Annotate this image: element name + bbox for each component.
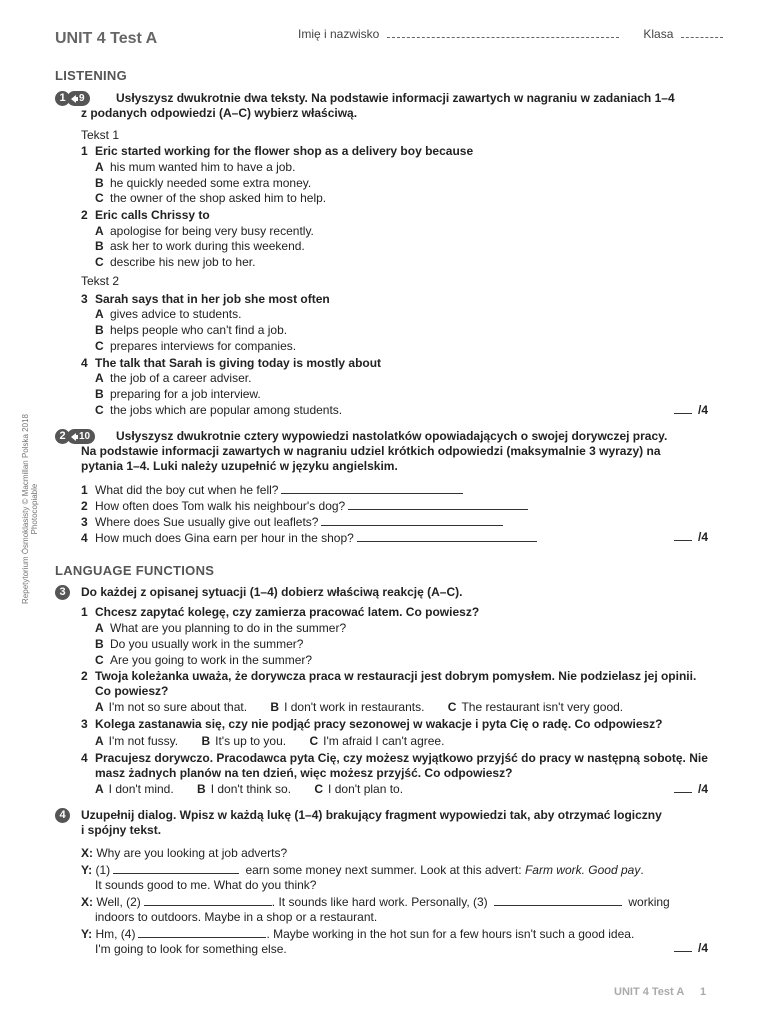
class-line[interactable] [681, 29, 723, 38]
answer-option[interactable]: A the job of a career adviser. [95, 371, 252, 385]
class-label: Klasa [643, 27, 674, 41]
audio-track: 9 [67, 91, 90, 106]
answer-option[interactable]: A gives advice to students. [95, 307, 242, 321]
section-listening: LISTENING [55, 68, 128, 83]
answer-field[interactable] [357, 530, 537, 542]
question: 3 Kolega zastanawia się, czy nie podjąć pracy sezonowej w wakacje i pyta Cię o radę. Co odpowiesz? [81, 717, 663, 731]
score-box[interactable]: /4 [674, 403, 708, 417]
answer-option[interactable]: A apologise for being very busy recently. [95, 224, 314, 238]
tekst-1-label: Tekst 1 [81, 128, 120, 142]
gap-1-field[interactable] [113, 862, 239, 874]
answer-option[interactable]: B helps people who can't find a job. [95, 323, 288, 337]
answer-option[interactable]: A I'm not fussy. [95, 734, 179, 748]
answer-option[interactable]: B Do you usually work in the summer? [95, 637, 304, 651]
tekst-2-label: Tekst 2 [81, 274, 120, 288]
answer-option[interactable]: A I don't mind. [95, 782, 174, 796]
task-number: 3 [55, 585, 70, 600]
question: 1 What did the boy cut when he fell? [81, 482, 463, 498]
question: 2 Twoja koleżanka uważa, że dorywcza praca w restauracji jest dobrym pomysłem. Nie podzielasz jej opinii. Co powiesz? [81, 669, 697, 698]
answer-option[interactable]: C the owner of the shop asked him to help. [95, 191, 327, 205]
gap-2-field[interactable] [144, 894, 272, 906]
dialog-line: X: Why are you looking at job adverts? [81, 846, 288, 860]
answer-option[interactable]: A What are you planning to do in the summer? [95, 621, 347, 635]
answer-row [95, 782, 403, 797]
question: 3 Where does Sue usually give out leaflets? [81, 514, 503, 530]
answer-option[interactable]: B ask her to work during this weekend. [95, 239, 305, 253]
answer-field[interactable] [281, 482, 463, 494]
answer-option[interactable]: C Are you going to work in the summer? [95, 653, 313, 667]
answer-option[interactable]: B It's up to you. [201, 734, 287, 748]
answer-option[interactable]: B I don't work in restaurants. [270, 700, 425, 714]
answer-option[interactable]: C describe his new job to her. [95, 255, 256, 269]
answer-row [95, 700, 623, 715]
dialog-line: Y: Hm, (4) . Maybe working in the hot sun for a few hours isn't such a good idea. I'm going to look for something else. [81, 927, 635, 956]
answer-field[interactable] [348, 498, 528, 510]
question: 1 Eric started working for the flower shop as a delivery boy because [81, 144, 474, 158]
name-line[interactable] [387, 29, 619, 38]
dialog-line: X: Well, (2) . It sounds like hard work. Personally, (3) working indoors to outdoors. Maybe in a shop or a restaurant. [81, 895, 670, 924]
answer-option[interactable]: C I don't plan to. [314, 782, 404, 796]
answer-row [95, 734, 444, 749]
answer-option[interactable]: A I'm not so sure about that. [95, 700, 248, 714]
name-label: Imię i nazwisko [298, 27, 380, 41]
question: 2 How often does Tom walk his neighbour's dog? [81, 498, 528, 514]
task-2-instruction: 2 10 Usłyszysz dwukrotnie cztery wypowiedzi nastolatków opowiadających o swojej dorywczej pracy. Na podstawie informacji zawartych w nagraniu udziel krótkich odpowiedzi (maksymalnie 3 wyrazy) na pytania 1–4. Luki należy uzupełnić w języku angielskim. [55, 429, 720, 474]
question: 3 Sarah says that in her job she most often [81, 292, 330, 306]
task-number: 2 [55, 429, 70, 444]
answer-field[interactable] [321, 514, 503, 526]
task-number: 1 [55, 91, 70, 106]
task-1-badge [55, 91, 90, 106]
gap-3-field[interactable] [494, 894, 622, 906]
answer-option[interactable]: B preparing for a job interview. [95, 387, 261, 401]
page-footer: UNIT 4 Test A 1 [614, 986, 707, 998]
audio-track: 10 [67, 429, 95, 444]
question: 1 Chcesz zapytać kolegę, czy zamierza pracować latem. Co powiesz? [81, 605, 480, 619]
question: 4 How much does Gina earn per hour in the shop? [81, 530, 537, 546]
score-box[interactable]: /4 [674, 530, 708, 544]
gap-4-field[interactable] [138, 926, 266, 938]
question: 4 The talk that Sarah is giving today is mostly about [81, 356, 382, 370]
task-4-instruction: 4 Uzupełnij dialog. Wpisz w każdą lukę (1–4) brakujący fragment wypowiedzi tak, aby otrzymać logiczny i spójny tekst. [55, 808, 720, 838]
answer-option[interactable]: C The restaurant isn't very good. [447, 700, 624, 714]
task-3-instruction: 3 Do każdej z opisanej sytuacji (1–4) dobierz właściwą reakcję (A–C). [55, 585, 720, 600]
copyright-note: Repetytorium Ósmoklasisty © Macmillan Polska 2018 Photocopiable [21, 414, 39, 604]
score-box[interactable]: /4 [674, 782, 708, 796]
page-number: 1 [700, 986, 707, 998]
speaker-icon [71, 433, 76, 441]
answer-option[interactable]: B I don't think so. [197, 782, 292, 796]
dialog-line: Y: (1) earn some money next summer. Look at this advert: Farm work. Good pay. It sounds good to me. What do you think? [81, 863, 644, 892]
question: 2 Eric calls Chrissy to [81, 208, 210, 222]
name-field [298, 27, 723, 41]
question: 4 Pracujesz dorywczo. Pracodawca pyta Cię, czy możesz wyjątkowo przyjść do pracy w następną sobotę. Nie masz żadnych planów na ten dzień, więc możesz przyjść. Co odpowiesz? [81, 751, 708, 780]
score-box[interactable]: /4 [674, 941, 708, 955]
answer-option[interactable]: C the jobs which are popular among students. [95, 403, 343, 417]
task-number: 4 [55, 808, 70, 823]
answer-option[interactable]: C I'm afraid I can't agree. [309, 734, 445, 748]
section-language-functions: LANGUAGE FUNCTIONS [55, 563, 215, 578]
answer-option[interactable]: C prepares interviews for companies. [95, 339, 297, 353]
page-title: UNIT 4 Test A [55, 30, 158, 47]
answer-option[interactable]: A his mum wanted him to have a job. [95, 160, 296, 174]
task-2-badge [55, 429, 95, 444]
task-1-instruction: 1 9 Usłyszysz dwukrotnie dwa teksty. Na podstawie informacji zawartych w nagraniu w zadaniach 1–4 z podanych odpowiedzi (A–C) wybierz właściwą. [55, 91, 720, 121]
speaker-icon [71, 95, 76, 103]
answer-option[interactable]: B he quickly needed some extra money. [95, 176, 312, 190]
